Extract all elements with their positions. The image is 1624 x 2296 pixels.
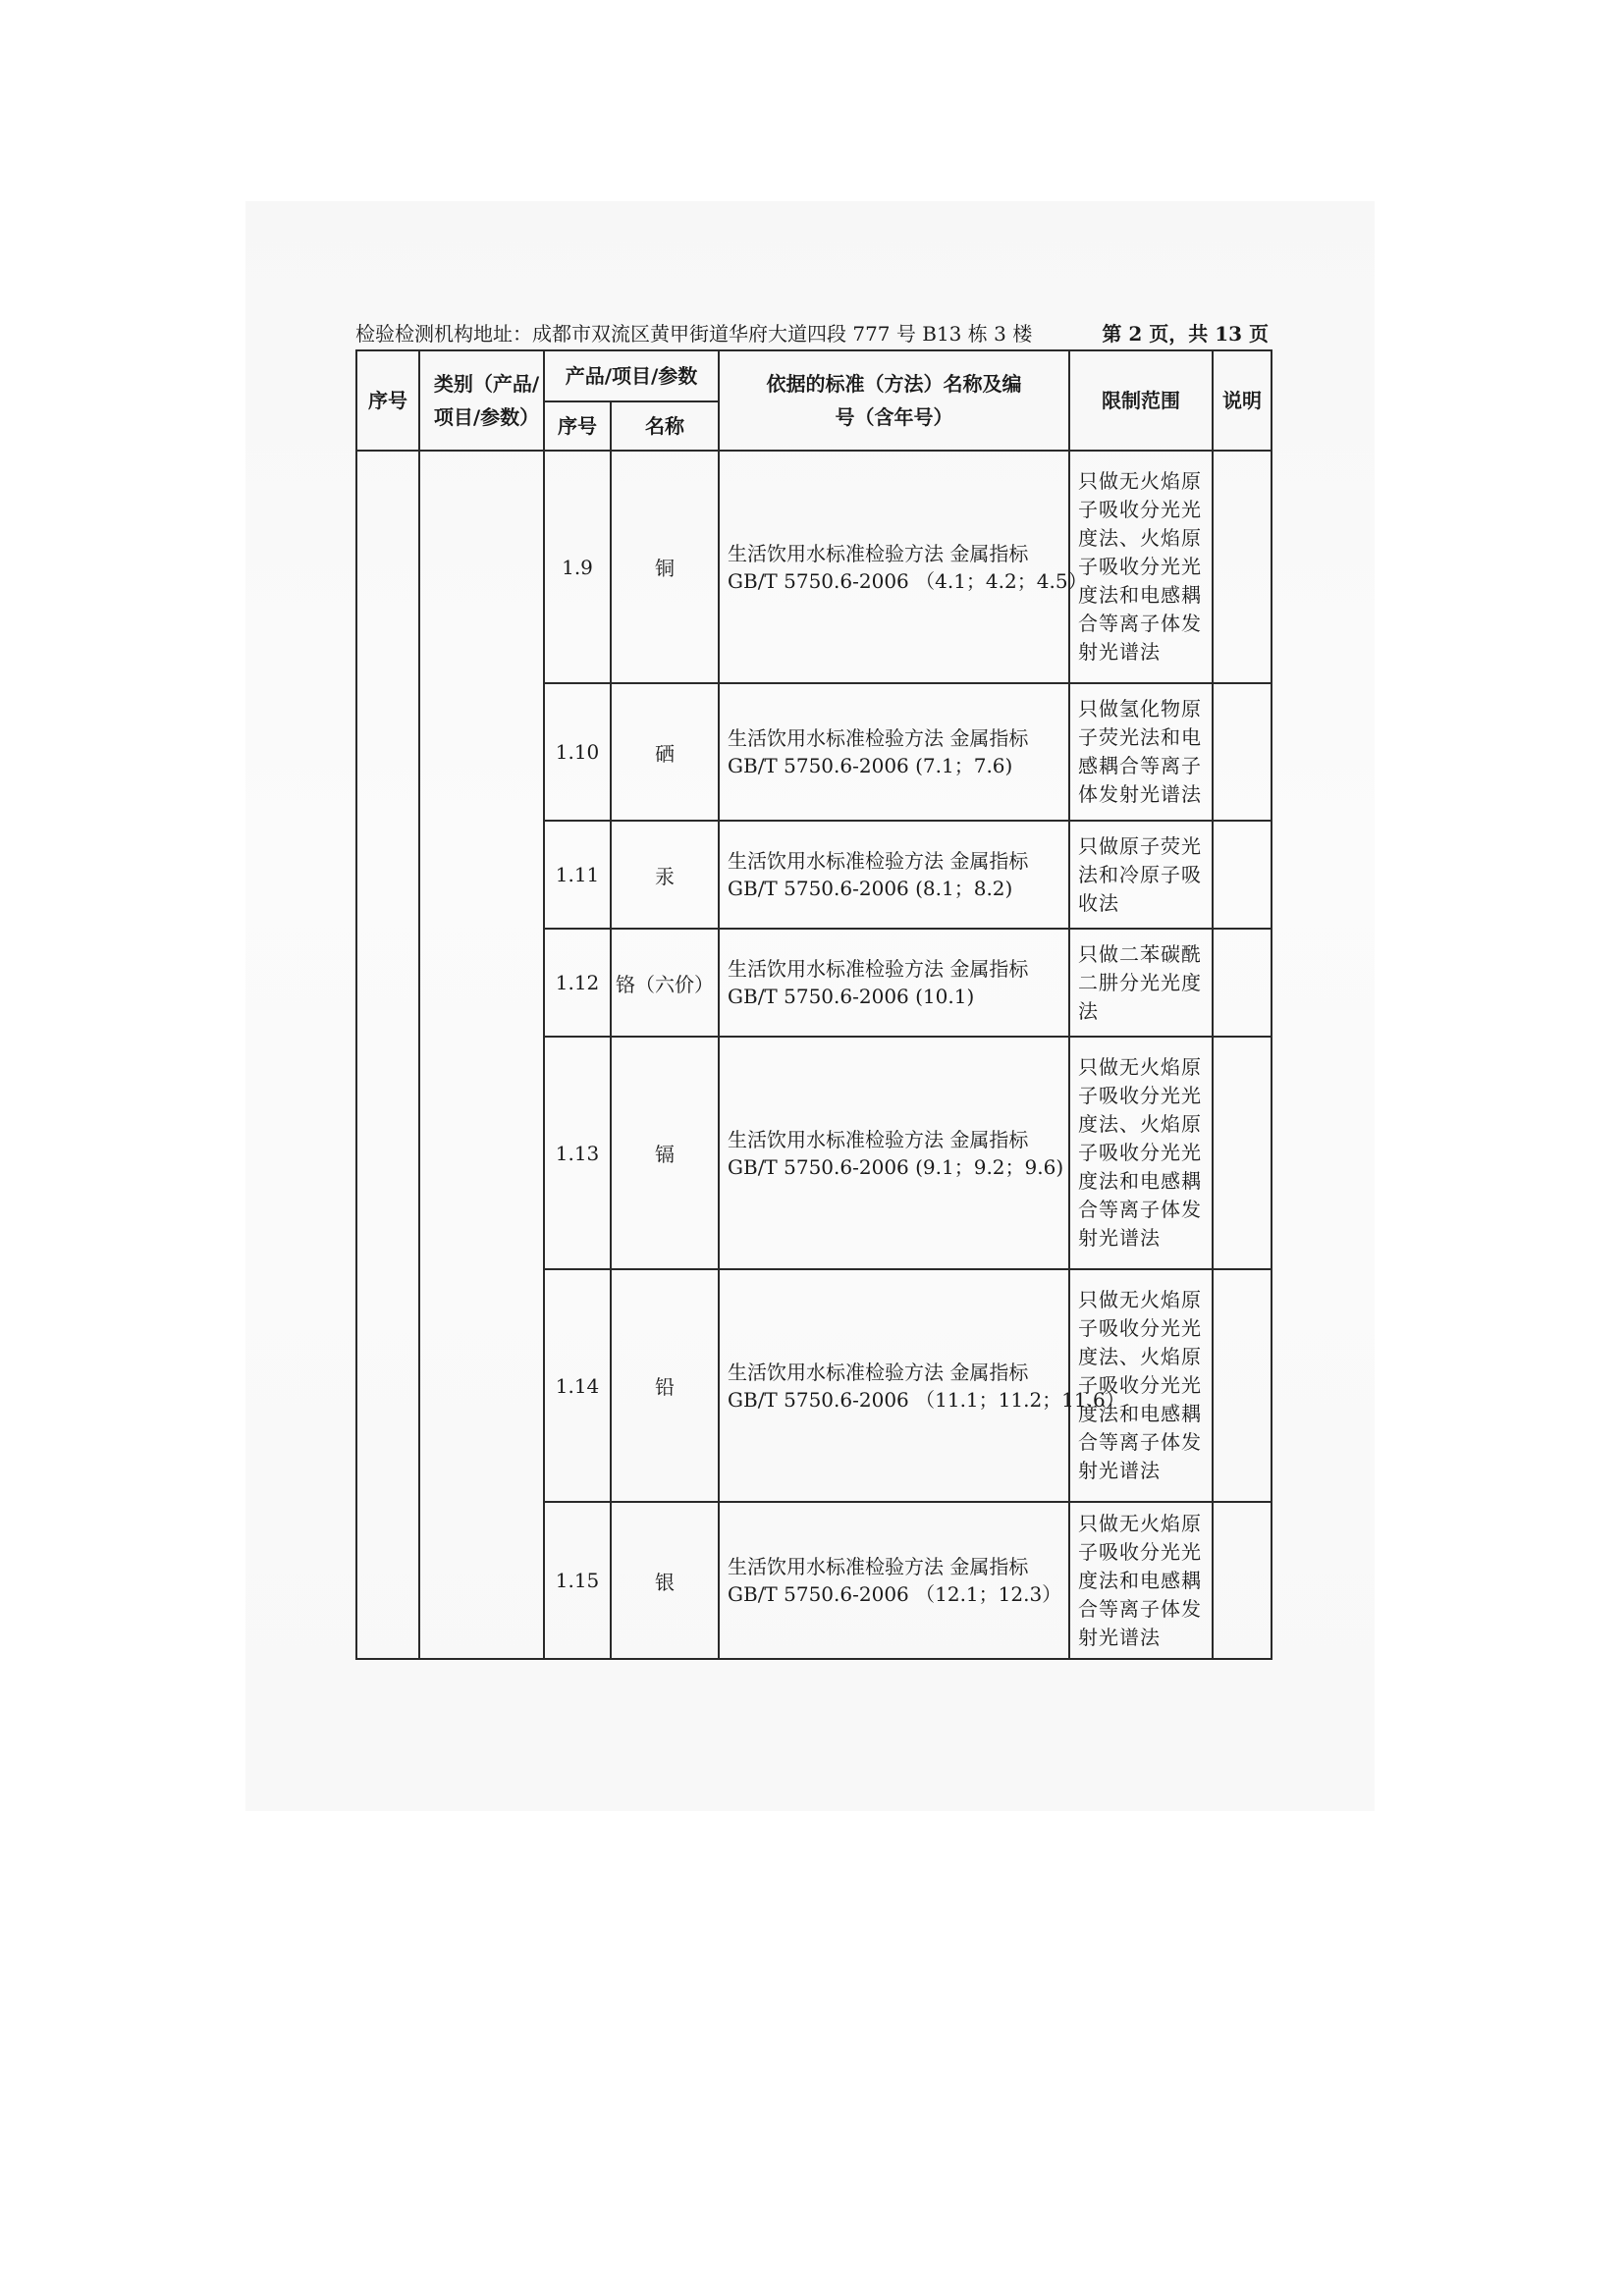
standard-title: 生活饮用水标准检验方法 金属指标 (728, 1127, 1029, 1151)
header-limit: 限制范围 (1069, 350, 1213, 451)
row-limit: 只做原子荧光法和冷原子吸收法 (1069, 821, 1213, 929)
category-cell (419, 451, 544, 1659)
row-seq: 1.15 (544, 1502, 611, 1659)
header-standard: 依据的标准（方法）名称及编号（含年号） (719, 350, 1069, 451)
standard-code: GB/T 5750.6-2006 (10.1) (728, 985, 975, 1008)
standard-code: GB/T 5750.6-2006 （4.1；4.2；4.5） (728, 568, 1088, 593)
row-note (1213, 1502, 1272, 1659)
standard-title: 生活饮用水标准检验方法 金属指标 (728, 957, 1029, 981)
standard-title: 生活饮用水标准检验方法 金属指标 (728, 849, 1029, 873)
row-limit: 只做无火焰原子吸收分光光度法和电感耦合等离子体发射光谱法 (1069, 1502, 1213, 1659)
row-note (1213, 451, 1272, 683)
row-standard (719, 821, 1069, 929)
row-standard (719, 1037, 1069, 1269)
row-limit: 只做氢化物原子荧光法和电感耦合等离子体发射光谱法 (1069, 683, 1213, 821)
row-name: 镉 (611, 1037, 719, 1269)
page-number: 第 2 页，共 13 页 (1102, 321, 1269, 346)
standard-code: GB/T 5750.6-2006 (9.1；9.2；9.6) (728, 1154, 1064, 1179)
row-limit: 只做无火焰原子吸收分光光度法、火焰原子吸收分光光度法和电感耦合等离子体发射光谱法 (1069, 1269, 1213, 1502)
row-standard (719, 1269, 1125, 1502)
row-limit: 只做无火焰原子吸收分光光度法、火焰原子吸收分光光度法和电感耦合等离子体发射光谱法 (1069, 1037, 1213, 1269)
row-seq: 1.11 (544, 821, 611, 929)
row-standard (719, 451, 1088, 683)
row-name: 铬（六价） (611, 929, 719, 1037)
header-sub-seq: 序号 (544, 401, 611, 451)
row-standard (719, 1502, 1069, 1659)
row-limit: 只做无火焰原子吸收分光光度法、火焰原子吸收分光光度法和电感耦合等离子体发射光谱法 (1069, 451, 1213, 683)
standard-title: 生活饮用水标准检验方法 金属指标 (728, 1555, 1029, 1578)
row-seq: 1.10 (544, 683, 611, 821)
row-note (1213, 1269, 1272, 1502)
row-note (1213, 1037, 1272, 1269)
row-seq: 1.13 (544, 1037, 611, 1269)
standard-title: 生活饮用水标准检验方法 金属指标 (728, 541, 1029, 565)
row-note (1213, 929, 1272, 1037)
standard-code: GB/T 5750.6-2006 (8.1；8.2) (728, 877, 1013, 900)
row-limit: 只做二苯碳酰二肼分光光度法 (1069, 929, 1213, 1037)
row-standard (719, 929, 1069, 1037)
row-name: 铜 (611, 451, 719, 683)
row-name: 银 (611, 1502, 719, 1659)
table-row (356, 451, 1272, 683)
header-group: 产品/项目/参数 (544, 350, 719, 401)
header-note: 说明 (1213, 350, 1272, 451)
header-sub-name: 名称 (611, 401, 719, 451)
row-name: 汞 (611, 821, 719, 929)
standard-title: 生活饮用水标准检验方法 金属指标 (728, 1360, 1029, 1384)
row-seq: 1.12 (544, 929, 611, 1037)
lab-address: 检验检测机构地址：成都市双流区黄甲街道华府大道四段 777 号 B13 栋 3 楼 (355, 321, 1033, 346)
accreditation-table (355, 349, 1272, 1660)
row-name: 硒 (611, 683, 719, 821)
standard-code: GB/T 5750.6-2006 （11.1；11.2；11.6） (728, 1387, 1125, 1412)
seq-cell (356, 451, 419, 1659)
standard-code: GB/T 5750.6-2006 （12.1；12.3） (728, 1582, 1062, 1606)
page-header (355, 316, 1269, 347)
header-seq: 序号 (356, 350, 419, 451)
row-note (1213, 683, 1272, 821)
header-category: 类别（产品/项目/参数） (419, 350, 544, 451)
row-standard (719, 683, 1069, 821)
standard-title: 生活饮用水标准检验方法 金属指标 (728, 726, 1029, 750)
standard-code: GB/T 5750.6-2006 (7.1；7.6) (728, 754, 1013, 777)
row-seq: 1.9 (544, 451, 611, 683)
row-seq: 1.14 (544, 1269, 611, 1502)
row-note (1213, 821, 1272, 929)
row-name: 铅 (611, 1269, 719, 1502)
